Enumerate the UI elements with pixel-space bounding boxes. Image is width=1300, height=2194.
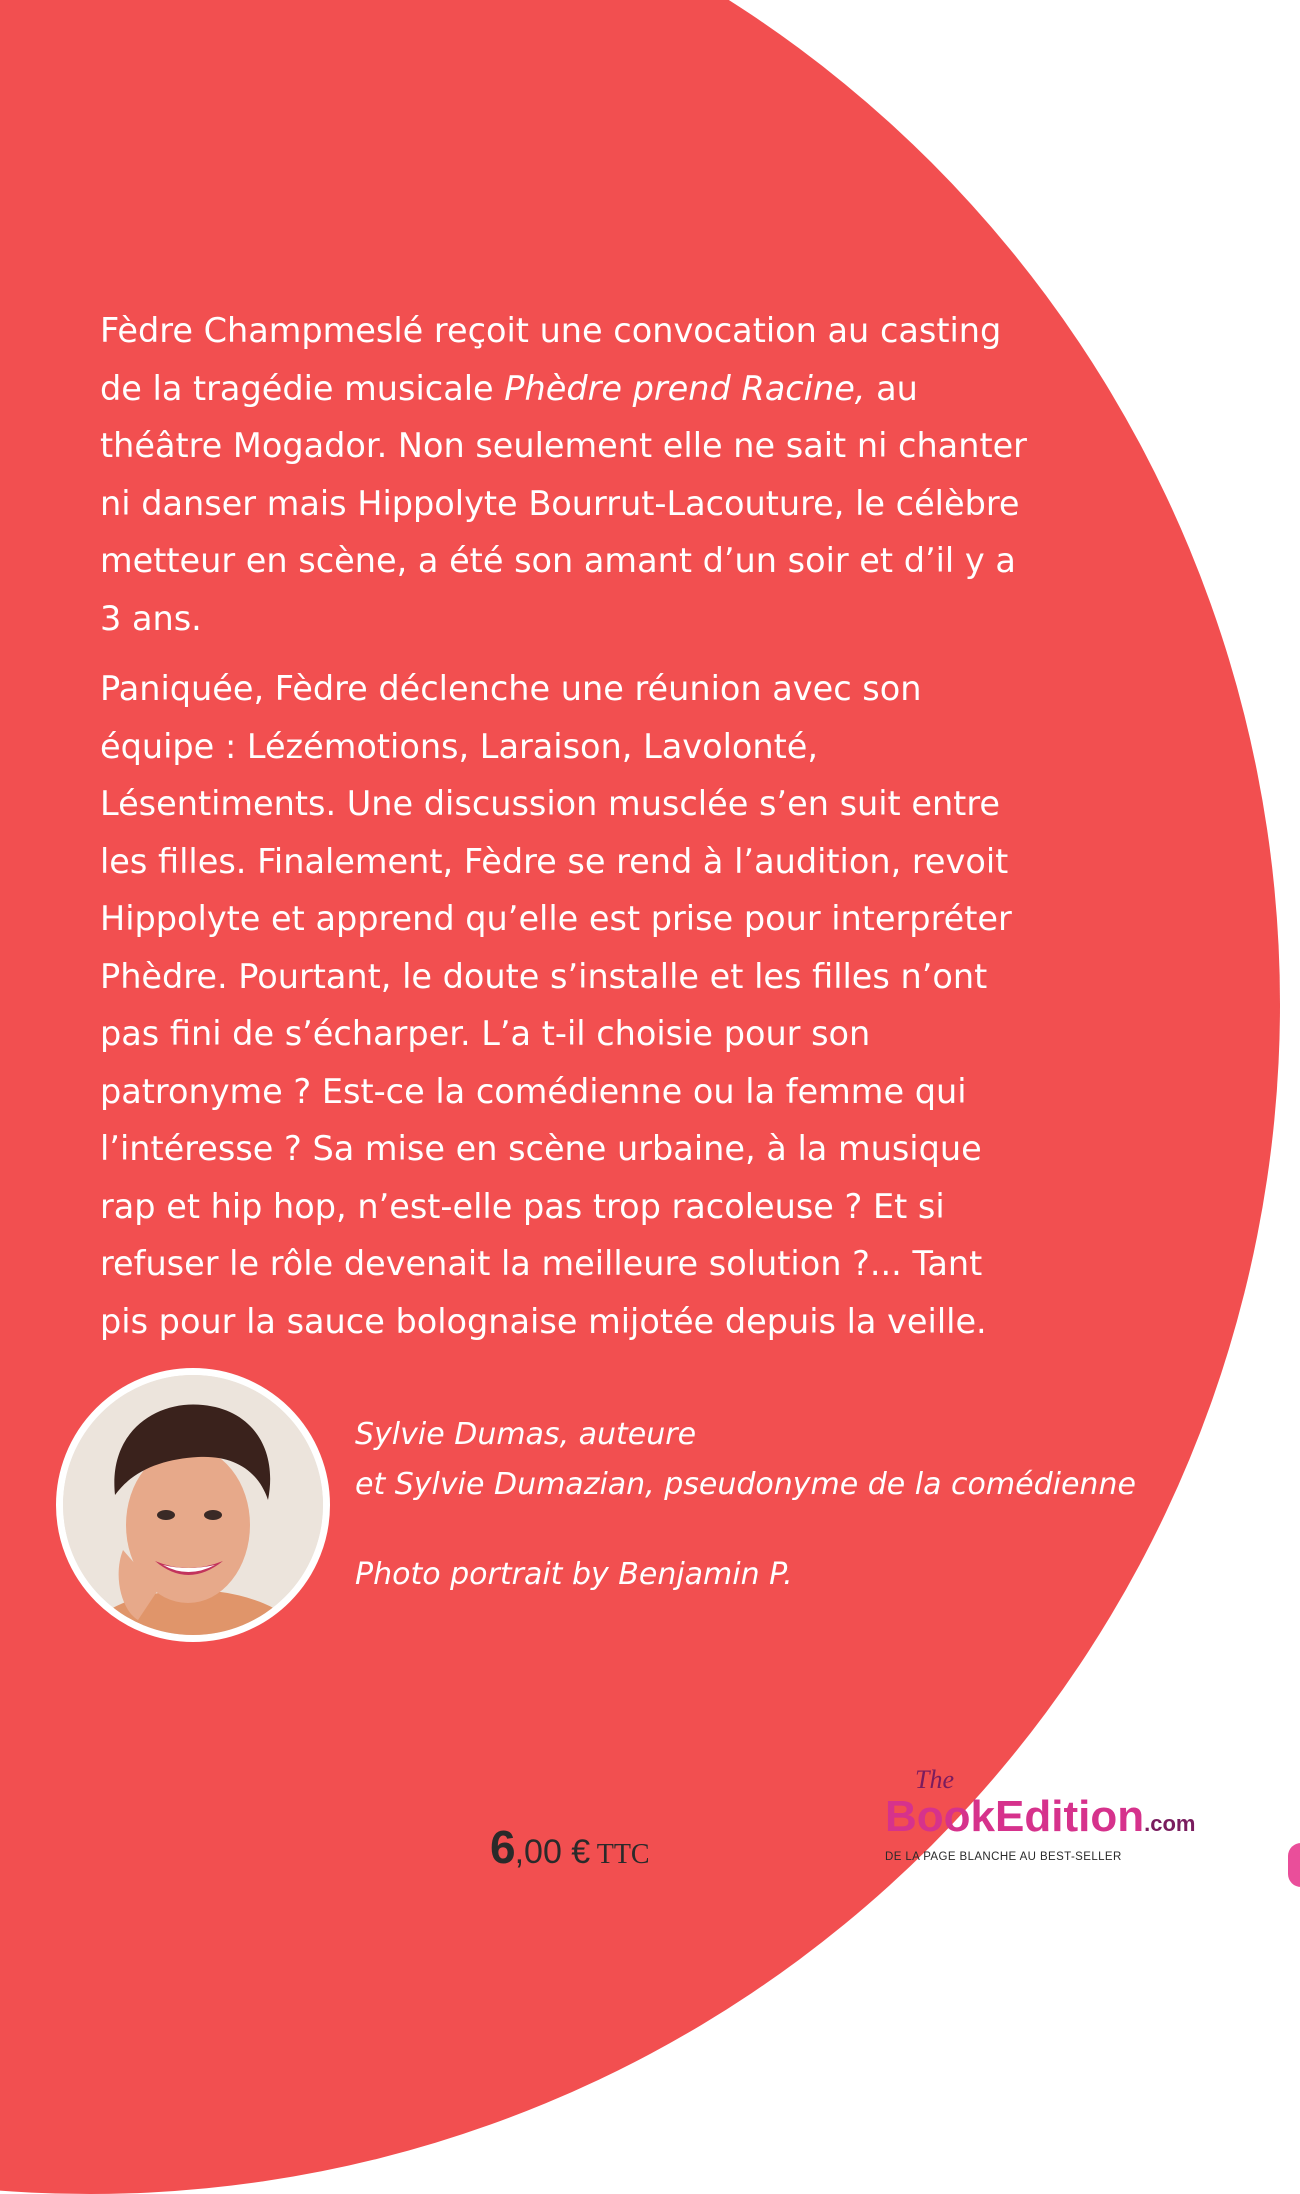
blurb-p1-end: au théâtre Mogador. Non seulement elle ne sait ni chanter ni danser mais Hippolyte Bourrut-Lacouture, le célèbre metteur en scène, a été son amant d’un soir et d’il y a 3 ans.	[100, 368, 1027, 638]
publisher-name: BookEdition	[885, 1792, 1145, 1841]
publisher-domain: .com	[1144, 1811, 1196, 1836]
photo-credit: Photo portrait by Benjamin P.	[355, 1557, 793, 1592]
author-portrait	[56, 1368, 330, 1642]
author-info	[355, 1410, 1136, 1600]
blurb-paragraph-1	[100, 302, 1040, 647]
price-amount: 6	[490, 1821, 515, 1873]
price-tax: TTC	[590, 1839, 650, 1870]
blurb-p1-start: Fèdre Champmeslé reçoit une convocation au casting de la tragédie musicale	[100, 311, 1002, 408]
publisher-the: The	[915, 1765, 954, 1794]
price-decimals: ,00 €	[514, 1833, 591, 1871]
play-title: Phèdre prend Racine,	[504, 368, 866, 408]
author-pseudonym-line: et Sylvie Dumazian, pseudonyme de la comédienne	[355, 1467, 1136, 1502]
price-label	[490, 1820, 650, 1874]
author-name-line: Sylvie Dumas, auteure	[355, 1417, 697, 1452]
edge-logo-fragment	[1288, 1843, 1300, 1887]
publisher-name-line	[885, 1792, 1195, 1849]
back-cover-blurb	[100, 302, 1040, 1350]
publisher-tagline: DE LA PAGE BLANCHE AU BEST-SELLER	[885, 1851, 1122, 1863]
blurb-paragraph-2: Paniquée, Fèdre déclenche une réunion avec son équipe : Lézémotions, Laraison, Lavolonté, Lésentiments. Une discussion musclée s’en suit entre les filles. Finalement, Fèdre se rend à l’audition, revoit Hippolyte et apprend qu’elle est prise pour interpréter Phèdre. Pourtant, le doute s’installe et les filles n’ont pas fini de s’écharper. L’a t-il choisie pour son patronyme ? Est-ce la comédienne ou la femme qui l’intéresse ? Sa mise en scène urbaine, à la musique rap et hip hop, n’est-elle pas trop racoleuse ? Et si refuser le rôle devenait la meilleure solution ?... Tant pis pour la sauce bolognaise mijotée depuis la veille.	[100, 669, 1012, 1341]
publisher-logo	[885, 1765, 1196, 1863]
portrait-illustration	[63, 1375, 323, 1635]
